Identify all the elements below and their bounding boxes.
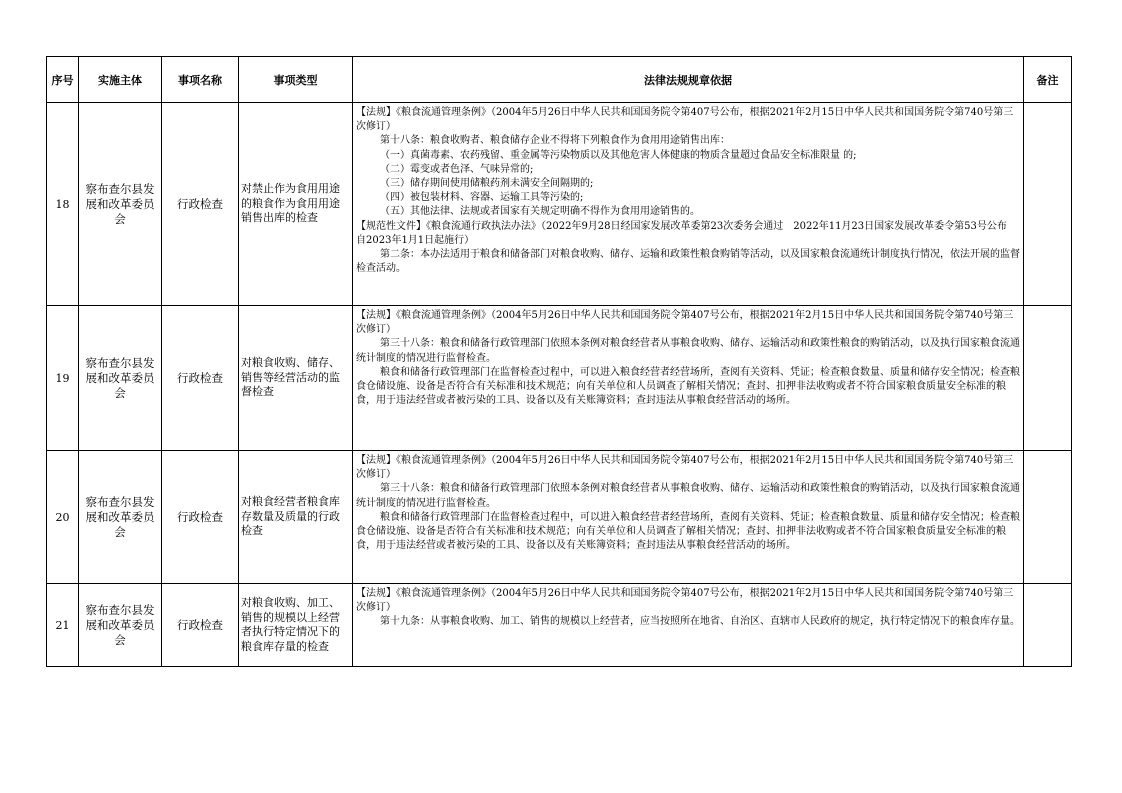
basis-line: 【法规】《粮食流通管理条例》（2004年5月26日中华人民共和国国务院令第407号公布，根据2021年2月15日中华人民共和国国务院令第740号第三次修订）	[356, 310, 1014, 336]
basis-line: 第三十八条：粮食和储备行政管理部门依照本条例对粮食经营者从事粮食收购、储存、运输活动和政策性粮食的购销活动，以及执行国家粮食流通统计制度的情况进行监督检查。	[356, 483, 1020, 509]
legal-basis	[353, 584, 1024, 667]
remarks	[1024, 451, 1072, 584]
remarks	[1024, 103, 1072, 306]
basis-line: （五）其他法律、法规或者国家有关规定明确不得作为食用用途销售的。	[380, 206, 700, 218]
implementing-entity: 察布查尔县发展和改革委员会	[79, 103, 162, 306]
implementing-entity: 察布查尔县发展和改革委员会	[79, 451, 162, 584]
header-entity: 实施主体	[79, 57, 162, 103]
item-name: 行政检查	[162, 451, 239, 584]
item-name: 行政检查	[162, 103, 239, 306]
basis-line: 【法规】《粮食流通管理条例》（2004年5月26日中华人民共和国国务院令第407号公布，根据2021年2月15日中华人民共和国国务院令第740号第三次修订）	[356, 455, 1014, 481]
item-type: 对粮食收购、加工、销售的规模以上经营者执行特定情况下的粮食库存量的检查	[239, 584, 353, 667]
basis-line: （三）储存期间使用储粮药剂未满安全间隔期的;	[380, 178, 594, 190]
row-number: 21	[47, 584, 79, 667]
header-row	[47, 57, 1072, 103]
basis-line: 第十九条：从事粮食收购、加工、销售的规模以上经营者，应当按照所在地省、自治区、直辖市人民政府的规定，执行特定情况下的粮食库存量。	[380, 616, 1020, 628]
item-type: 对粮食经营者粮食库存数量及质量的行政检查	[239, 451, 353, 584]
row-number: 20	[47, 451, 79, 584]
legal-basis	[353, 451, 1024, 584]
item-name: 行政检查	[162, 584, 239, 667]
basis-line: 第二条：本办法适用于粮食和储备部门对粮食收购、储存、运输和政策性粮食购销等活动，以及国家粮食流通统计制度执行情况，依法开展的监督检查活动。	[356, 249, 1020, 275]
remarks	[1024, 584, 1072, 667]
item-type: 对禁止作为食用用途的粮食作为食用用途销售出库的检查	[239, 103, 353, 306]
table-row	[47, 306, 1072, 451]
basis-line: 【规范性文件】《粮食流通行政执法办法》（2022年9月28日经国家发展改革委第23次委务会通过 2022年11月23日国家发展改革委令第53号公布 自2023年1月1日起施行）	[356, 220, 1017, 246]
basis-line: （四）被包装材料、容器、运输工具等污染的;	[380, 192, 584, 204]
header-type: 事项类型	[239, 57, 353, 103]
header-basis: 法律法规规章依据	[353, 57, 1024, 103]
table-row	[47, 103, 1072, 306]
table-row	[47, 451, 1072, 584]
item-type: 对粮食收购、储存、销售等经营活动的监督检查	[239, 306, 353, 451]
legal-basis	[353, 306, 1024, 451]
basis-line: 第十八条：粮食收购者、粮食储存企业不得将下列粮食作为食用用途销售出库：	[380, 135, 730, 147]
basis-line: （一）真菌毒素、农药残留、重金属等污染物质以及其他危害人体健康的物质含量超过食品安全标准限量 的;	[380, 149, 857, 161]
regulation-table	[46, 56, 1072, 667]
header-name: 事项名称	[162, 57, 239, 103]
header-num: 序号	[47, 57, 79, 103]
basis-line: 粮食和储备行政管理部门在监督检查过程中，可以进入粮食经营者经营场所，查阅有关资料、凭证；检查粮食数量、质量和储存安全情况；检查粮食仓储设施、设备是否符合有关标准和技术规范；向有关单位和人员调查了解相关情况；查封、扣押非法收购或者不符合国家粮食质量安全标准的粮食，用于违法经营或者被污染的工具、设备以及有关账簿资料；查封违法从事粮食经营活动的场所。	[356, 511, 1020, 552]
implementing-entity: 察布查尔县发展和改革委员会	[79, 306, 162, 451]
row-number: 18	[47, 103, 79, 306]
remarks	[1024, 306, 1072, 451]
basis-line: 【法规】《粮食流通管理条例》（2004年5月26日中华人民共和国国务院令第407号公布，根据2021年2月15日中华人民共和国国务院令第740号第三次修订）	[356, 588, 1014, 614]
table-row	[47, 584, 1072, 667]
legal-basis	[353, 103, 1024, 306]
header-note: 备注	[1024, 57, 1072, 103]
item-name: 行政检查	[162, 306, 239, 451]
basis-line: （二）霉变或者色泽、气味异常的;	[380, 163, 534, 175]
basis-line: 第三十八条：粮食和储备行政管理部门依照本条例对粮食经营者从事粮食收购、储存、运输活动和政策性粮食的购销活动，以及执行国家粮食流通统计制度的情况进行监督检查。	[356, 338, 1020, 364]
basis-line: 【法规】《粮食流通管理条例》（2004年5月26日中华人民共和国国务院令第407号公布，根据2021年2月15日中华人民共和国国务院令第740号第三次修订）	[356, 107, 1014, 133]
row-number: 19	[47, 306, 79, 451]
implementing-entity: 察布查尔县发展和改革委员会	[79, 584, 162, 667]
basis-line: 粮食和储备行政管理部门在监督检查过程中，可以进入粮食经营者经营场所，查阅有关资料、凭证；检查粮食数量、质量和储存安全情况；检查粮食仓储设施、设备是否符合有关标准和技术规范；向有关单位和人员调查了解相关情况；查封、扣押非法收购或者不符合国家粮食质量安全标准的粮食，用于违法经营或者被污染的工具、设备以及有关账簿资料；查封违法从事粮食经营活动的场所。	[356, 366, 1020, 407]
